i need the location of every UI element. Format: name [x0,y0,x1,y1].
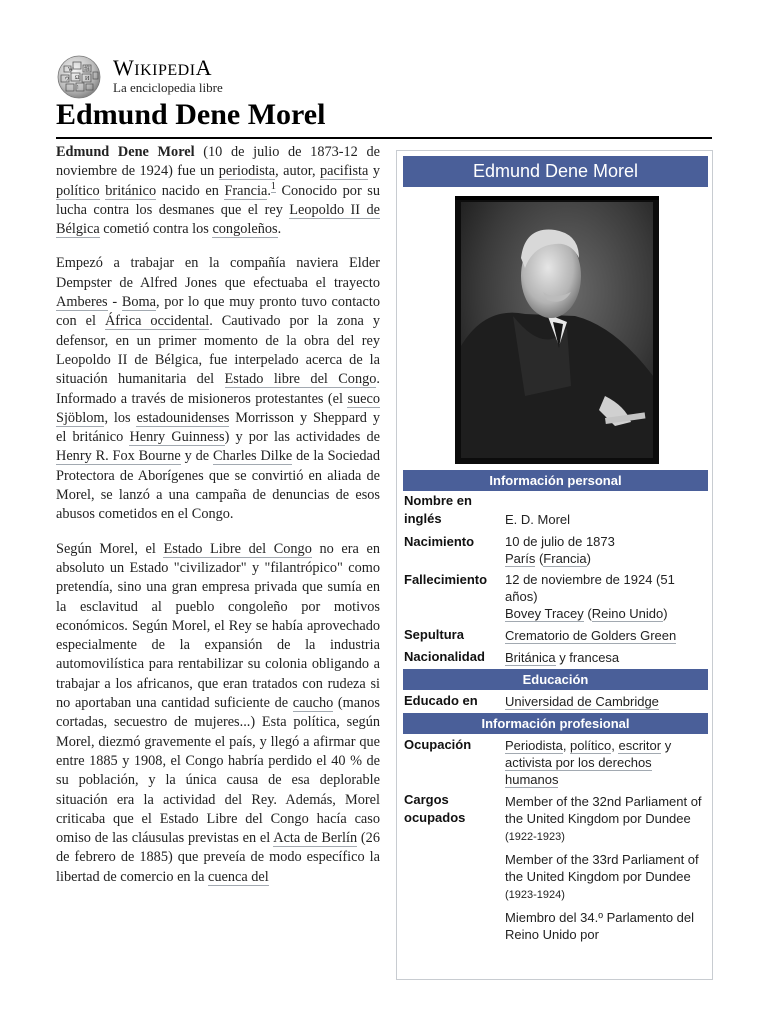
text-run: y de [180,448,213,465]
wiki-link[interactable]: periodista [218,163,276,180]
reference-link[interactable]: 1 [270,180,276,192]
wiki-link[interactable]: Sjöblom [56,409,105,426]
wiki-link[interactable]: caucho [292,695,334,712]
wiki-link[interactable]: político [56,182,100,199]
value-english-name [505,511,708,528]
wiki-link[interactable]: Henry R. Fox Bourne [56,448,181,465]
title-divider [56,137,712,139]
text-run: , autor, [275,163,320,180]
wiki-link[interactable]: congoleños [212,221,278,238]
wiki-link[interactable]: África occidental [104,313,210,330]
text-run: , por lo que muy pronto tuvo contacto con el [56,294,380,330]
wiki-link[interactable]: Henry Guinness [129,429,225,446]
label-nationality: Nacionalidad [404,649,485,664]
label-english-name: Nombre en inglés [404,493,472,526]
text-run: Conocido por su lucha contra los desmanes que el rey [56,182,381,218]
wiki-link[interactable]: sueco [347,390,380,407]
position-text: Member of the 32nd Parliament of the United Kingdom por Dundee [505,794,702,826]
wiki-link[interactable]: Acta de Berlín [273,830,358,847]
wiki-link[interactable]: Reino Unido [591,606,664,621]
text-run: . [277,221,282,238]
wikipedia-wordmark [113,55,212,81]
text-run: . Informado a través de misioneros protestantes (el [56,371,380,407]
label-positions: Cargos ocupados [404,792,466,825]
section-professional-info: Información profesional [403,713,708,734]
wiki-link[interactable]: escritor [618,738,662,753]
label-occupation: Ocupación [404,737,472,752]
text-run: (manos cortadas, secuestro de mujeres...) Esta política, según Morel, diezmó gravemente el país, y llegó a afirmar que entre 1885 y 1908, el Congo habría perdido el 40 % de su población, y la única causa de esa deplorable situación era la actividad del Rey. Además, Morel criticaba que el Estado Libre del Congo hacía caso omiso de las cláusulas previstas en el [56,695,380,847]
text-run: E. D. Morel [505,512,571,527]
wiki-link[interactable]: Estado libre del Congo [224,371,377,388]
text-run: (10 de julio de 1873-12 de noviembre de 1924) fue un [56,144,380,180]
wikipedia-globe-icon [55,54,103,100]
value-birth [505,533,708,567]
section-personal-info: Información personal [403,470,708,491]
page-title: Edmund Dene Morel [56,98,326,131]
value-position-1 [505,793,708,846]
wiki-link[interactable]: París [505,551,536,566]
text-run: 12 de noviembre de 1924 (51 años) [505,572,675,604]
infobox-title: Edmund Dene Morel [403,156,708,187]
text-run: nacido en [156,182,225,199]
position-text: Miembro del 34.º Parlamento del Reino Unido por [505,910,695,942]
svg-text:維: 維 [84,67,91,73]
text-run: no era en absoluto un Estado "civilizador" y "filantrópico" como pretendía, sino una gran empresa privada que sumía en la esclavitud al pueblo congoleño por motivos económicos. Según Morel, el Rey se había aprovechado especialmente de la expansión de la industria automovilística para rentabilizar su colonia obligando a trabajar a los africanos, que eran tratados con rudeza si no aportaban una cantidad suficiente de [56,540,381,712]
text-run: ( [535,551,544,566]
svg-text:И: И [85,76,90,82]
wikipedia-tagline: La enciclopedia libre [113,80,223,95]
value-educated-at [505,693,708,710]
text-run: cometió contra los [99,221,213,238]
wiki-link[interactable]: británico [105,182,157,199]
text-run: 10 de julio de 1873 [505,534,615,549]
wiki-link[interactable]: Británica [505,650,556,665]
wiki-link[interactable]: Francia [224,182,268,199]
wiki-link[interactable]: Leopoldo II de Bélgica [56,201,380,238]
text-run: y [661,738,672,753]
text-run: - [107,294,122,311]
article-body [56,143,380,902]
text-run: , [562,738,571,753]
wiki-link[interactable]: estadounidenses [136,409,230,426]
position-years: (1922-1923) [505,831,565,843]
svg-text:Ω: Ω [75,75,80,81]
label-birth: Nacimiento [404,534,475,549]
text-run: de la Sociedad Protectora de Aborígenes que se convirtió en aliada de Morel, se lanzó a una campaña de denuncias de esos abusos cometidos en el Congo. [56,448,380,523]
text-run: y [368,163,380,180]
wiki-link[interactable]: Francia [543,551,587,566]
value-position-2 [505,851,708,904]
text-run: . Cautivado por la zona y defensor, en un primer momento de la obra del rey Leopoldo II de Bélgica, fue interpelado acerca de la situación humanitaria del [56,313,380,388]
wiki-link[interactable]: político [570,738,612,753]
wiki-link[interactable]: Charles Dilke [212,448,293,465]
text-run: Empezó a trabajar en la compañía naviera Elder Dempster de Alfred Jones que efectuaba el trayecto [56,255,380,291]
wiki-link[interactable]: Crematorio de Golders Green [505,628,677,643]
text-run: ) y por las actividades de [224,429,380,446]
wiki-link[interactable]: Amberes [56,294,108,311]
wiki-link[interactable]: Boma [121,294,156,311]
svg-text:ו: ו [77,85,79,91]
position-text: Member of the 33rd Parliament of the United Kingdom por Dundee [505,852,699,884]
text-run: Morrisson y Sheppard y el británico [56,409,380,446]
value-occupation [505,737,708,788]
position-years: (1923-1924) [505,889,565,901]
text-run: Según Morel, el [56,540,164,557]
text-run: , los [104,409,137,426]
value-position-3 [505,909,708,943]
text-run: (26 de febrero de 1885) que preveía de modo específico la libertad de comercio en la [56,830,380,885]
svg-text:ウ: ウ [64,77,71,83]
value-burial [505,627,708,644]
text-run: ( [583,606,592,621]
infobox [396,150,713,980]
label-burial: Sepultura [404,627,464,642]
article-paragraph [56,540,380,887]
wiki-link[interactable]: Universidad de Cambridge [505,694,659,709]
value-death [505,571,708,622]
text-run: , [611,738,619,753]
section-education: Educación [403,669,708,690]
label-death: Fallecimiento [404,572,488,587]
wiki-link[interactable]: Bovey Tracey [505,606,584,621]
wiki-link[interactable]: Periodista [505,738,563,753]
svg-text:W: W [68,67,74,73]
wiki-link[interactable]: activista por los derechos humanos [505,755,652,787]
value-nationality [505,649,708,666]
label-educated-at: Educado en [404,693,478,708]
text-run: ) [586,551,591,566]
bold-text: Edmund Dene Morel [56,144,195,160]
text-run: y francesa [555,650,620,665]
wikipedia-wordmark-text: WIKIPEDIA [113,55,212,80]
portrait-photo [455,196,659,464]
wiki-link[interactable]: pacifista [319,163,369,180]
text-run: ) [663,606,668,621]
article-paragraph [56,143,380,239]
wikipedia-logo[interactable] [55,54,235,100]
text-run: . [267,182,271,199]
article-paragraph [56,254,380,524]
wiki-link[interactable]: Estado Libre del Congo [163,540,312,557]
wiki-link[interactable]: cuenca del [208,868,269,885]
